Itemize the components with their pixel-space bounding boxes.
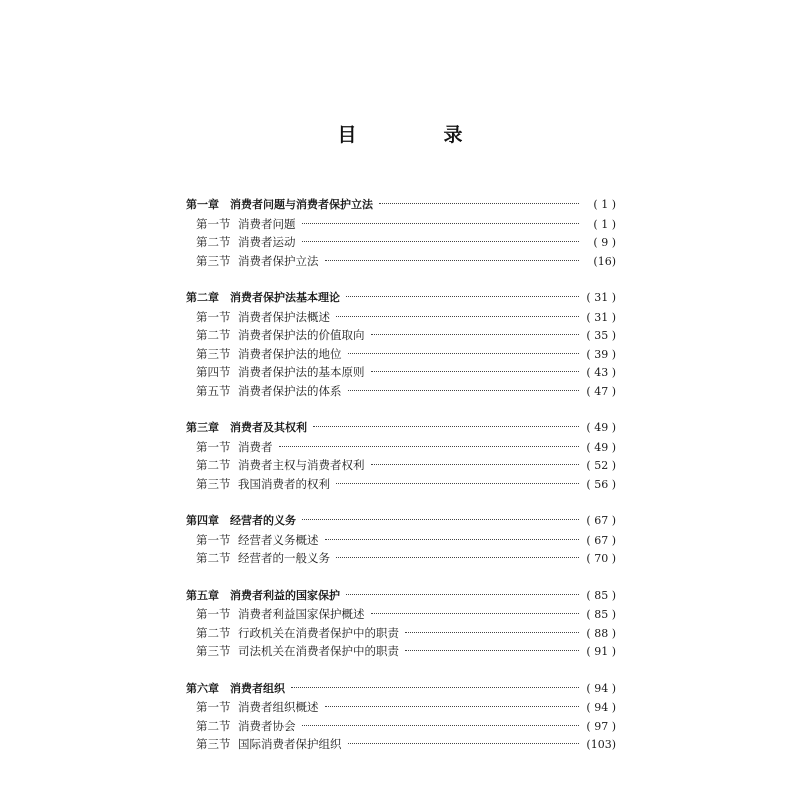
section-entry[interactable] bbox=[186, 252, 616, 271]
dot-leader bbox=[371, 334, 580, 335]
section-page-number: ( 35 ) bbox=[586, 329, 616, 342]
section-page-number: ( 1 ) bbox=[593, 217, 616, 231]
dot-leader bbox=[336, 316, 579, 317]
section-page-number: ( 9 ) bbox=[593, 236, 616, 249]
section-number: 第二节 bbox=[196, 458, 231, 472]
section-title: 消费者保护法的基本原则 bbox=[238, 365, 365, 379]
section-number: 第二节 bbox=[196, 551, 231, 565]
chapter-block bbox=[186, 680, 616, 754]
section-page-number: ( 39 ) bbox=[586, 347, 616, 361]
dot-leader bbox=[348, 743, 580, 744]
section-entry[interactable] bbox=[186, 233, 616, 252]
section-entry[interactable] bbox=[186, 326, 616, 345]
section-number: 第一节 bbox=[196, 532, 231, 547]
chapter-entry[interactable] bbox=[186, 289, 616, 308]
chapter-title: 消费者组织 bbox=[230, 681, 285, 695]
dot-leader bbox=[346, 594, 579, 595]
section-page-number: ( 94 ) bbox=[586, 701, 616, 714]
dot-leader bbox=[346, 296, 579, 297]
section-title: 消费者 bbox=[238, 439, 273, 454]
section-page-number: ( 31 ) bbox=[586, 310, 616, 324]
dot-leader bbox=[325, 260, 580, 261]
section-title: 消费者保护立法 bbox=[238, 253, 319, 268]
section-number: 第二节 bbox=[196, 718, 231, 733]
section-page-number: ( 97 ) bbox=[586, 719, 616, 733]
dot-leader bbox=[371, 613, 580, 614]
section-title: 消费者保护法的地位 bbox=[238, 346, 342, 361]
dot-leader bbox=[325, 539, 580, 540]
chapter-page-number: ( 94 ) bbox=[586, 681, 616, 695]
section-page-number: ( 67 ) bbox=[586, 533, 616, 547]
section-page-number: ( 91 ) bbox=[586, 645, 616, 658]
section-title: 行政机关在消费者保护中的职责 bbox=[238, 625, 399, 640]
section-page-number: ( 70 ) bbox=[586, 552, 616, 565]
chapter-page-number: ( 31 ) bbox=[586, 291, 616, 304]
section-page-number: ( 49 ) bbox=[586, 440, 616, 454]
section-entry[interactable] bbox=[186, 624, 616, 643]
dot-leader bbox=[313, 426, 579, 427]
section-title: 司法机关在消费者保护中的职责 bbox=[238, 644, 399, 658]
chapter-page-number: ( 67 ) bbox=[586, 514, 616, 527]
section-entry[interactable] bbox=[186, 363, 616, 382]
section-entry[interactable] bbox=[186, 475, 616, 494]
section-entry[interactable] bbox=[186, 717, 616, 736]
dot-leader bbox=[348, 390, 580, 391]
dot-leader bbox=[405, 650, 579, 651]
section-title: 经营者义务概述 bbox=[238, 532, 319, 547]
section-title: 消费者主权与消费者权利 bbox=[238, 458, 365, 472]
section-page-number: ( 85 ) bbox=[586, 608, 616, 621]
section-entry[interactable] bbox=[186, 438, 616, 457]
chapter-entry[interactable] bbox=[186, 512, 616, 531]
section-title: 消费者组织概述 bbox=[238, 700, 319, 714]
section-title: 国际消费者保护组织 bbox=[238, 737, 342, 751]
section-page-number: ( 43 ) bbox=[586, 366, 616, 379]
chapter-entry[interactable] bbox=[186, 680, 616, 699]
dot-leader bbox=[302, 725, 580, 726]
chapter-page-number: ( 1 ) bbox=[593, 198, 616, 211]
section-page-number: (16) bbox=[593, 254, 616, 268]
chapter-block bbox=[186, 196, 616, 270]
section-entry[interactable] bbox=[186, 345, 616, 364]
chapter-block bbox=[186, 289, 616, 400]
section-entry[interactable] bbox=[186, 215, 616, 234]
section-title: 消费者运动 bbox=[238, 235, 296, 249]
section-number: 第三节 bbox=[196, 476, 231, 491]
dot-leader bbox=[325, 706, 580, 707]
chapter-entry[interactable] bbox=[186, 196, 616, 215]
dot-leader bbox=[336, 557, 579, 558]
chapter-block bbox=[186, 419, 616, 493]
chapter-number: 第二章 bbox=[186, 291, 219, 304]
section-title: 经营者的一般义务 bbox=[238, 551, 330, 565]
page-title: 目 录 bbox=[337, 124, 497, 146]
chapter-number: 第三章 bbox=[186, 421, 219, 434]
table-of-contents bbox=[186, 196, 616, 773]
section-title: 消费者协会 bbox=[238, 718, 296, 733]
section-page-number: ( 47 ) bbox=[586, 384, 616, 398]
section-entry[interactable] bbox=[186, 531, 616, 550]
dot-leader bbox=[302, 519, 579, 520]
section-number: 第三节 bbox=[196, 253, 231, 268]
section-entry[interactable] bbox=[186, 735, 616, 754]
chapter-entry[interactable] bbox=[186, 587, 616, 606]
section-number: 第一节 bbox=[196, 700, 231, 714]
chapter-block bbox=[186, 587, 616, 661]
section-title: 消费者问题 bbox=[238, 216, 296, 231]
section-entry[interactable] bbox=[186, 382, 616, 401]
section-title: 我国消费者的权利 bbox=[238, 476, 330, 491]
chapter-page-number: ( 49 ) bbox=[586, 421, 616, 434]
section-title: 消费者保护法概述 bbox=[238, 309, 330, 324]
section-number: 第二节 bbox=[196, 235, 231, 249]
section-title: 消费者利益国家保护概述 bbox=[238, 607, 365, 621]
chapter-title: 消费者利益的国家保护 bbox=[230, 588, 340, 602]
section-page-number: ( 52 ) bbox=[586, 459, 616, 472]
chapter-title: 消费者保护法基本理论 bbox=[230, 291, 340, 304]
section-page-number: (103) bbox=[586, 738, 616, 751]
dot-leader bbox=[348, 353, 580, 354]
section-entry[interactable] bbox=[186, 308, 616, 327]
chapter-number: 第四章 bbox=[186, 514, 219, 527]
dot-leader bbox=[291, 687, 579, 688]
section-number: 第四节 bbox=[196, 365, 231, 379]
section-entry[interactable] bbox=[186, 549, 616, 568]
dot-leader bbox=[379, 203, 579, 204]
section-number: 第一节 bbox=[196, 216, 231, 231]
section-page-number: ( 56 ) bbox=[586, 477, 616, 491]
section-number: 第三节 bbox=[196, 346, 231, 361]
dot-leader bbox=[371, 371, 580, 372]
dot-leader bbox=[302, 241, 580, 242]
section-title: 消费者保护法的体系 bbox=[238, 383, 342, 398]
chapter-title: 消费者及其权利 bbox=[230, 421, 307, 434]
chapter-number: 第五章 bbox=[186, 588, 219, 602]
chapter-entry[interactable] bbox=[186, 419, 616, 438]
section-entry[interactable] bbox=[186, 605, 616, 624]
section-number: 第三节 bbox=[196, 737, 231, 751]
section-number: 第一节 bbox=[196, 607, 231, 621]
section-entry[interactable] bbox=[186, 642, 616, 661]
dot-leader bbox=[405, 632, 579, 633]
dot-leader bbox=[302, 223, 580, 224]
section-number: 第一节 bbox=[196, 439, 231, 454]
dot-leader bbox=[279, 446, 580, 447]
section-number: 第二节 bbox=[196, 625, 231, 640]
section-number: 第五节 bbox=[196, 383, 231, 398]
chapter-number: 第一章 bbox=[186, 198, 219, 211]
section-number: 第二节 bbox=[196, 328, 231, 342]
chapter-page-number: ( 85 ) bbox=[586, 588, 616, 602]
section-page-number: ( 88 ) bbox=[586, 626, 616, 640]
section-title: 消费者保护法的价值取向 bbox=[238, 328, 365, 342]
chapter-title: 消费者问题与消费者保护立法 bbox=[230, 198, 373, 211]
section-number: 第三节 bbox=[196, 644, 231, 658]
chapter-title: 经营者的义务 bbox=[230, 514, 296, 527]
chapter-number: 第六章 bbox=[186, 681, 219, 695]
section-number: 第一节 bbox=[196, 309, 231, 324]
section-entry[interactable] bbox=[186, 456, 616, 475]
dot-leader bbox=[336, 483, 579, 484]
dot-leader bbox=[371, 464, 580, 465]
section-entry[interactable] bbox=[186, 698, 616, 717]
chapter-block bbox=[186, 512, 616, 568]
